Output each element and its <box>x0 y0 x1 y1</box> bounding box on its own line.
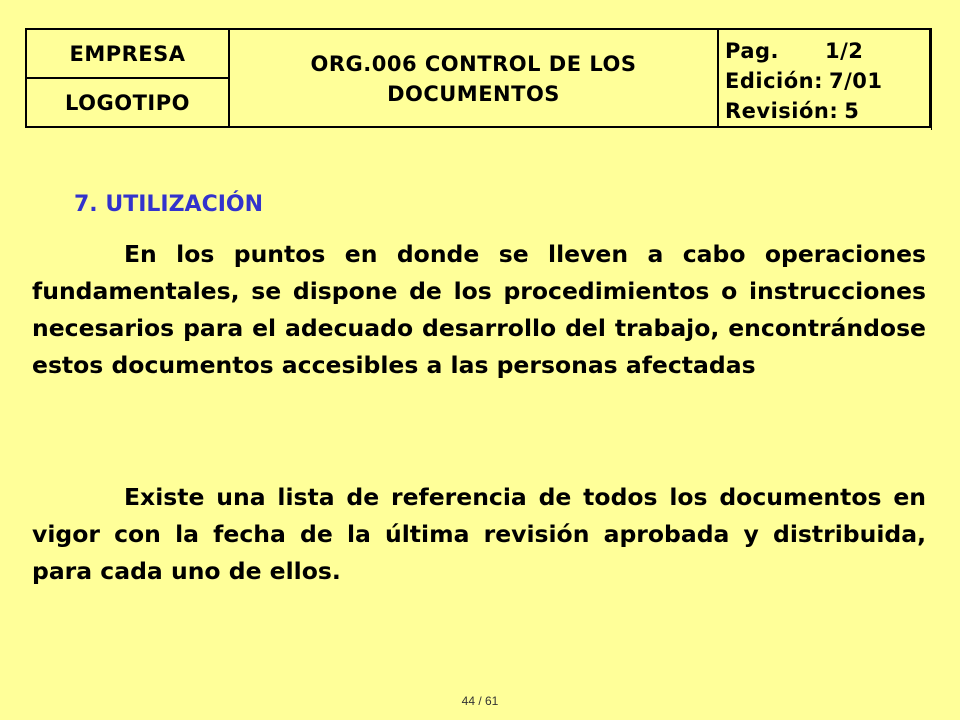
slide-page-indicator: 44 / 61 <box>461 694 499 708</box>
page-label: Pag. <box>725 39 780 63</box>
paragraph-1: En los puntos en donde se lleven a cabo operaciones fundamentales, se dispone de los procedimientos o instrucciones necesarios para el adecuado desarrollo del trabajo, encontrándose estos documentos accesibles a las personas afectadas <box>32 240 926 379</box>
document-title-line1: ORG.006 CONTROL DE LOS <box>310 52 637 76</box>
logo-cell: LOGOTIPO <box>65 90 190 115</box>
edition-row <box>725 66 929 96</box>
edition-label: Edición: <box>725 69 823 93</box>
company-cell: EMPRESA <box>27 30 228 79</box>
revision-label: Revisión: <box>725 99 839 123</box>
header-left-column <box>27 30 230 126</box>
document-title-cell <box>230 30 719 126</box>
revision-row <box>725 96 929 126</box>
page-value: 1/2 <box>825 39 864 63</box>
page-row <box>725 36 929 66</box>
document-header-table <box>25 28 931 128</box>
edition-value: 7/01 <box>829 69 883 93</box>
paragraph-2: Existe una lista de referencia de todos los documentos en vigor con la fecha de la última revisión aprobada y distribuida, para cada uno de ellos. <box>32 483 926 585</box>
document-meta-cell <box>719 30 929 126</box>
document-title-line2: DOCUMENTOS <box>387 82 560 106</box>
section-heading: 7. UTILIZACIÓN <box>74 192 264 217</box>
revision-value: 5 <box>844 99 860 123</box>
